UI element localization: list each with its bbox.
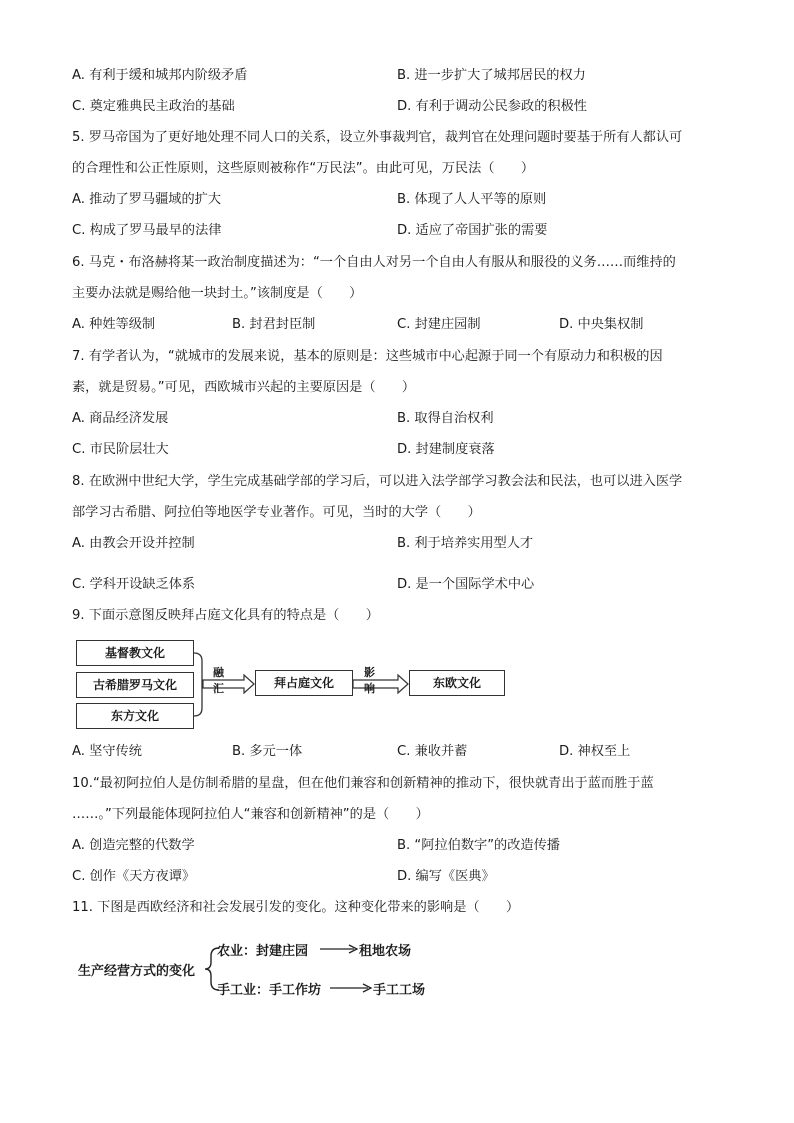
arrow-label-influence: 影响 bbox=[364, 666, 375, 695]
q5-stem-line2: 的合理性和公正性原则，这些原则被称作“万民法”。由此可见，万民法（ ） bbox=[72, 161, 535, 176]
q10-stem-line1: 10.“最初阿拉伯人是仿制希腊的星盘，但在他们兼容和创新精神的推动下，很快就青出于蓝而胜于蓝 bbox=[72, 776, 654, 791]
diagram-box-eastern-culture: 东方文化 bbox=[76, 703, 194, 729]
q9-option-a: A. 坚守传统 bbox=[72, 744, 142, 759]
q7-stem-line2: 素，就是贸易。”可见，西欧城市兴起的主要原因是（ ） bbox=[72, 380, 416, 395]
q9-option-d: D. 神权至上 bbox=[559, 744, 631, 759]
q8-stem-line1: 8. 在欧洲中世纪大学，学生完成基础学部的学习后，可以进入法学部学习教会法和民法，也可以进入医学 bbox=[72, 474, 683, 489]
q6-stem-line1: 6. 马克・布洛赫将某一政治制度描述为：“一个自由人对另一个自由人有服从和服役的义务……而维持的 bbox=[72, 255, 676, 270]
q6-option-c: C. 封建庄园制 bbox=[397, 317, 481, 332]
q9-option-b: B. 多元一体 bbox=[232, 744, 303, 759]
q10-option-a: A. 创造完整的代数学 bbox=[72, 838, 195, 853]
q6-stem-line2: 主要办法就是赐给他一块封土。”该制度是（ ） bbox=[72, 286, 363, 301]
q7-option-c: C. 市民阶层壮大 bbox=[72, 442, 169, 457]
diagram-production-change: 生产经营方式的变化 bbox=[78, 964, 196, 979]
q5-option-b: B. 体现了人人平等的原则 bbox=[397, 192, 547, 207]
q10-option-d: D. 编写《医典》 bbox=[397, 869, 495, 884]
q10-option-b: B. “阿拉伯数字”的改造传播 bbox=[397, 838, 560, 853]
q9-stem: 9. 下面示意图反映拜占庭文化具有的特点是（ ） bbox=[72, 608, 379, 623]
diagram-agriculture-manor: 农业：封建庄园 bbox=[217, 944, 309, 959]
q8-option-c: C. 学科开设缺乏体系 bbox=[72, 577, 196, 592]
q6-option-b: B. 封君封臣制 bbox=[232, 317, 316, 332]
diagram-handicraft-workshop: 手工业：手工作坊 bbox=[217, 983, 322, 998]
q4-option-c: C. 奠定雅典民主政治的基础 bbox=[72, 99, 235, 114]
diagram-box-byzantine-culture: 拜占庭文化 bbox=[255, 670, 353, 696]
q8-option-d: D. 是一个国际学术中心 bbox=[397, 577, 535, 592]
diagram-box-east-european-culture: 东欧文化 bbox=[409, 670, 505, 696]
q8-option-b: B. 利于培养实用型人才 bbox=[397, 536, 534, 551]
diagram-box-christian-culture: 基督教文化 bbox=[76, 640, 194, 666]
diagram-box-greco-roman-culture: 古希腊罗马文化 bbox=[76, 672, 194, 698]
q4-option-d: D. 有利于调动公民参政的积极性 bbox=[397, 99, 587, 114]
q10-stem-line2: ……。”下列最能体现阿拉伯人“兼容和创新精神”的是（ ） bbox=[72, 807, 429, 822]
q10-option-c: C. 创作《天方夜谭》 bbox=[72, 869, 196, 884]
q5-option-a: A. 推动了罗马疆域的扩大 bbox=[72, 192, 222, 207]
q11-stem: 11. 下图是西欧经济和社会发展引发的变化。这种变化带来的影响是（ ） bbox=[72, 900, 520, 915]
q7-stem-line1: 7. 有学者认为，“就城市的发展来说，基本的原则是：这些城市中心起源于同一个有原动力和积极的因 bbox=[72, 349, 663, 364]
q5-stem-line1: 5. 罗马帝国为了更好地处理不同人口的关系，设立外事裁判官，裁判官在处理问题时要基于所有人都认可 bbox=[72, 130, 683, 145]
q7-option-a: A. 商品经济发展 bbox=[72, 411, 169, 426]
q5-option-d: D. 适应了帝国扩张的需要 bbox=[397, 223, 548, 238]
q8-stem-line2: 部学习古希腊、阿拉伯等地医学专业著作。可见，当时的大学（ ） bbox=[72, 505, 481, 520]
q8-option-a: A. 由教会开设并控制 bbox=[72, 536, 195, 551]
q4-option-b: B. 进一步扩大了城邦居民的权力 bbox=[397, 68, 586, 83]
q6-option-a: A. 种姓等级制 bbox=[72, 317, 156, 332]
q4-option-a: A. 有利于缓和城邦内阶级矛盾 bbox=[72, 68, 248, 83]
q5-option-c: C. 构成了罗马最早的法律 bbox=[72, 223, 222, 238]
q6-option-d: D. 中央集权制 bbox=[559, 317, 644, 332]
q7-option-b: B. 取得自治权利 bbox=[397, 411, 494, 426]
diagram-leased-farm: 租地农场 bbox=[359, 944, 412, 959]
q7-option-d: D. 封建制度衰落 bbox=[397, 442, 495, 457]
arrow-label-fusion: 融汇 bbox=[213, 666, 224, 695]
q9-option-c: C. 兼收并蓄 bbox=[397, 744, 468, 759]
diagram-manufactory: 手工工场 bbox=[373, 983, 426, 998]
